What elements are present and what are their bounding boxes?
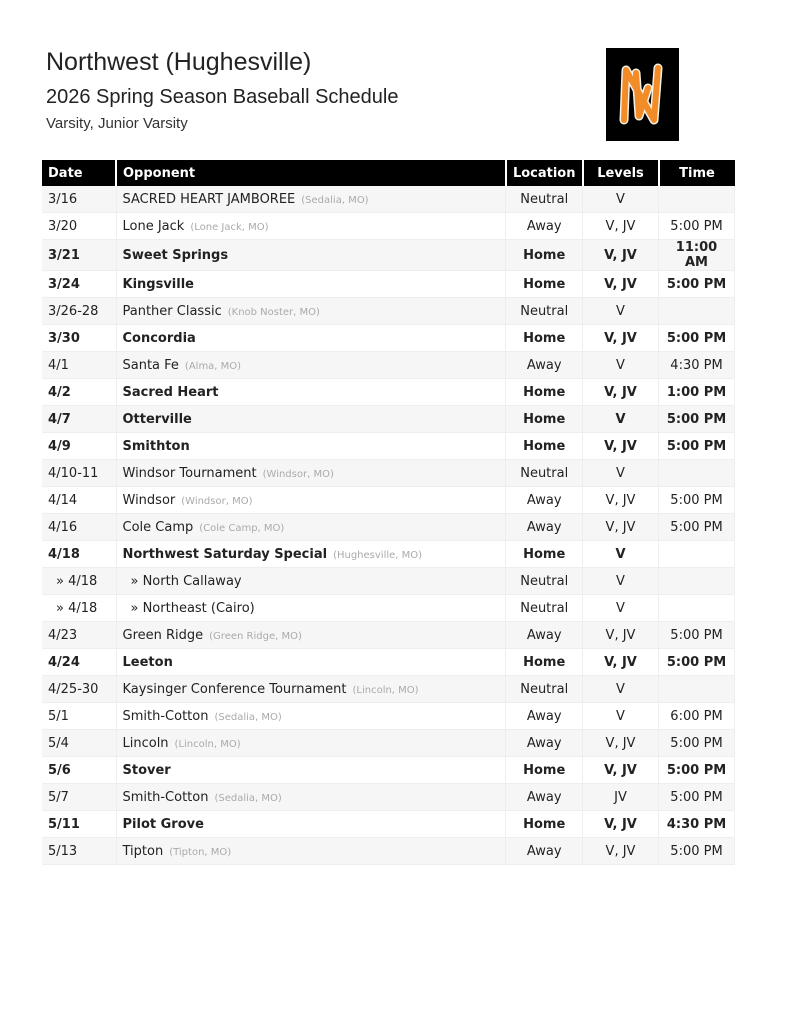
- opponent-city: (Windsor, MO): [262, 468, 334, 480]
- time-cell: 5:00 PM: [659, 622, 735, 649]
- date-cell: 3/21: [42, 240, 116, 271]
- levels-cell: V: [583, 186, 659, 213]
- opponent-city: (Lone Jack, MO): [190, 221, 269, 233]
- levels-cell: V, JV: [583, 487, 659, 514]
- levels-cell: V, JV: [583, 379, 659, 406]
- levels-cell: V: [583, 460, 659, 487]
- time-cell: 11:00 AM: [659, 240, 735, 271]
- table-row: [42, 811, 735, 838]
- opponent-cell: [116, 240, 506, 271]
- table-row: [42, 730, 735, 757]
- table-row: [42, 406, 735, 433]
- season-title: 2026 Spring Season Baseball Schedule: [46, 86, 399, 108]
- opponent-city: (Sedalia, MO): [214, 711, 282, 723]
- opponent-name: Smith-Cotton: [122, 789, 209, 805]
- date-cell: 4/23: [42, 622, 116, 649]
- header-levels: Levels: [583, 160, 659, 186]
- opponent-name: Stover: [122, 762, 171, 778]
- opponent-cell: [116, 460, 506, 487]
- opponent-name: Lincoln: [122, 735, 169, 751]
- time-cell: [659, 541, 735, 568]
- opponent-name: Smithton: [122, 438, 190, 454]
- table-row: [42, 838, 735, 865]
- opponent-name: Sacred Heart: [122, 384, 219, 400]
- opponent-cell: [116, 811, 506, 838]
- time-cell: 5:00 PM: [659, 433, 735, 460]
- date-cell: 4/25-30: [42, 676, 116, 703]
- time-cell: 5:00 PM: [659, 730, 735, 757]
- time-cell: 5:00 PM: [659, 757, 735, 784]
- opponent-name: Leeton: [122, 654, 173, 670]
- opponent-city: (Sedalia, MO): [214, 792, 282, 804]
- location-cell: Neutral: [506, 676, 583, 703]
- opponent-name: Northwest Saturday Special: [122, 546, 328, 562]
- location-cell: Home: [506, 271, 583, 298]
- levels-subtitle: Varsity, Junior Varsity: [46, 115, 188, 132]
- table-row: [42, 352, 735, 379]
- date-cell: 4/7: [42, 406, 116, 433]
- date-cell: » 4/18: [42, 568, 116, 595]
- levels-cell: V: [583, 703, 659, 730]
- table-row: [42, 433, 735, 460]
- table-row: [42, 622, 735, 649]
- levels-cell: V, JV: [583, 240, 659, 271]
- opponent-name: Santa Fe: [122, 357, 179, 373]
- levels-cell: V: [583, 676, 659, 703]
- location-cell: Away: [506, 784, 583, 811]
- time-cell: [659, 568, 735, 595]
- location-cell: Neutral: [506, 595, 583, 622]
- opponent-city: (Windsor, MO): [181, 495, 253, 507]
- table-row: [42, 460, 735, 487]
- opponent-cell: [116, 298, 506, 325]
- opponent-cell: [116, 676, 506, 703]
- time-cell: 5:00 PM: [659, 271, 735, 298]
- time-cell: 5:00 PM: [659, 784, 735, 811]
- location-cell: Away: [506, 622, 583, 649]
- location-cell: Neutral: [506, 298, 583, 325]
- location-cell: Away: [506, 487, 583, 514]
- school-title: Northwest (Hughesville): [46, 48, 312, 76]
- opponent-name: » North Callaway: [130, 573, 242, 589]
- opponent-cell: [116, 568, 506, 595]
- location-cell: Away: [506, 730, 583, 757]
- time-cell: 5:00 PM: [659, 213, 735, 240]
- opponent-cell: [116, 433, 506, 460]
- header-location: Location: [506, 160, 583, 186]
- opponent-cell: [116, 514, 506, 541]
- date-cell: 4/16: [42, 514, 116, 541]
- opponent-name: Otterville: [122, 411, 192, 427]
- time-cell: 5:00 PM: [659, 406, 735, 433]
- opponent-name: Green Ridge: [122, 627, 204, 643]
- opponent-name: » Northeast (Cairo): [130, 600, 255, 616]
- table-row: [42, 784, 735, 811]
- date-cell: 4/1: [42, 352, 116, 379]
- time-cell: 5:00 PM: [659, 838, 735, 865]
- opponent-cell: [116, 784, 506, 811]
- levels-cell: V, JV: [583, 271, 659, 298]
- time-cell: [659, 595, 735, 622]
- opponent-name: Tipton: [122, 843, 164, 859]
- opponent-name: Smith-Cotton: [122, 708, 209, 724]
- opponent-city: (Knob Noster, MO): [227, 306, 320, 318]
- table-row: [42, 595, 735, 622]
- opponent-cell: [116, 649, 506, 676]
- opponent-name: Panther Classic: [122, 303, 222, 319]
- location-cell: Away: [506, 514, 583, 541]
- header-opponent: Opponent: [116, 160, 506, 186]
- levels-cell: V, JV: [583, 838, 659, 865]
- time-cell: [659, 186, 735, 213]
- time-cell: 1:00 PM: [659, 379, 735, 406]
- time-cell: [659, 460, 735, 487]
- opponent-city: (Cole Camp, MO): [199, 522, 285, 534]
- opponent-cell: [116, 838, 506, 865]
- opponent-cell: [116, 703, 506, 730]
- header-date: Date: [42, 160, 116, 186]
- opponent-cell: [116, 325, 506, 352]
- table-row: [42, 757, 735, 784]
- opponent-name: Concordia: [122, 330, 196, 346]
- date-cell: 4/10-11: [42, 460, 116, 487]
- table-row: [42, 541, 735, 568]
- date-cell: 5/1: [42, 703, 116, 730]
- time-cell: 5:00 PM: [659, 325, 735, 352]
- date-cell: 4/18: [42, 541, 116, 568]
- opponent-name: Cole Camp: [122, 519, 194, 535]
- location-cell: Away: [506, 213, 583, 240]
- date-cell: 5/6: [42, 757, 116, 784]
- opponent-name: Kaysinger Conference Tournament: [122, 681, 347, 697]
- time-cell: 4:30 PM: [659, 811, 735, 838]
- time-cell: 4:30 PM: [659, 352, 735, 379]
- location-cell: Neutral: [506, 186, 583, 213]
- time-cell: [659, 676, 735, 703]
- location-cell: Away: [506, 838, 583, 865]
- date-cell: 5/4: [42, 730, 116, 757]
- opponent-name: Sweet Springs: [122, 247, 229, 263]
- table-row: [42, 186, 735, 213]
- location-cell: Home: [506, 379, 583, 406]
- opponent-name: Windsor Tournament: [122, 465, 257, 481]
- levels-cell: V, JV: [583, 757, 659, 784]
- opponent-name: Windsor: [122, 492, 176, 508]
- table-row: [42, 325, 735, 352]
- date-cell: 4/24: [42, 649, 116, 676]
- opponent-city: (Sedalia, MO): [301, 194, 369, 206]
- date-cell: 3/16: [42, 186, 116, 213]
- location-cell: Home: [506, 406, 583, 433]
- opponent-cell: [116, 271, 506, 298]
- date-cell: 3/26-28: [42, 298, 116, 325]
- opponent-cell: [116, 379, 506, 406]
- header-time: Time: [659, 160, 735, 186]
- levels-cell: V, JV: [583, 811, 659, 838]
- date-cell: 3/24: [42, 271, 116, 298]
- opponent-city: (Green Ridge, MO): [209, 630, 302, 642]
- opponent-cell: [116, 541, 506, 568]
- opponent-cell: [116, 730, 506, 757]
- levels-cell: V: [583, 352, 659, 379]
- time-cell: 5:00 PM: [659, 649, 735, 676]
- location-cell: Neutral: [506, 460, 583, 487]
- opponent-cell: [116, 406, 506, 433]
- opponent-name: Kingsville: [122, 276, 194, 292]
- opponent-cell: [116, 757, 506, 784]
- levels-cell: V, JV: [583, 514, 659, 541]
- location-cell: Home: [506, 240, 583, 271]
- location-cell: Home: [506, 649, 583, 676]
- levels-cell: V: [583, 541, 659, 568]
- levels-cell: V, JV: [583, 730, 659, 757]
- opponent-city: (Lincoln, MO): [352, 684, 419, 696]
- opponent-cell: [116, 352, 506, 379]
- schedule-table: [42, 160, 735, 865]
- opponent-city: (Tipton, MO): [169, 846, 232, 858]
- date-cell: 5/7: [42, 784, 116, 811]
- date-cell: » 4/18: [42, 595, 116, 622]
- opponent-cell: [116, 186, 506, 213]
- table-row: [42, 676, 735, 703]
- school-logo: [606, 48, 679, 141]
- levels-cell: JV: [583, 784, 659, 811]
- table-row: [42, 649, 735, 676]
- levels-cell: V, JV: [583, 622, 659, 649]
- date-cell: 3/20: [42, 213, 116, 240]
- location-cell: Away: [506, 703, 583, 730]
- location-cell: Home: [506, 433, 583, 460]
- opponent-city: (Hughesville, MO): [333, 549, 423, 561]
- table-row: [42, 271, 735, 298]
- table-row: [42, 487, 735, 514]
- opponent-name: Lone Jack: [122, 218, 185, 234]
- table-row: [42, 568, 735, 595]
- opponent-name: SACRED HEART JAMBOREE: [122, 191, 296, 207]
- time-cell: 5:00 PM: [659, 514, 735, 541]
- levels-cell: V: [583, 568, 659, 595]
- opponent-cell: [116, 595, 506, 622]
- levels-cell: V: [583, 595, 659, 622]
- table-row: [42, 240, 735, 271]
- location-cell: Home: [506, 811, 583, 838]
- opponent-cell: [116, 487, 506, 514]
- table-row: [42, 298, 735, 325]
- levels-cell: V, JV: [583, 649, 659, 676]
- location-cell: Home: [506, 541, 583, 568]
- table-row: [42, 213, 735, 240]
- time-cell: 6:00 PM: [659, 703, 735, 730]
- date-cell: 4/2: [42, 379, 116, 406]
- location-cell: Home: [506, 757, 583, 784]
- opponent-name: Pilot Grove: [122, 816, 204, 832]
- location-cell: Neutral: [506, 568, 583, 595]
- date-cell: 4/14: [42, 487, 116, 514]
- table-row: [42, 514, 735, 541]
- location-cell: Home: [506, 325, 583, 352]
- date-cell: 5/11: [42, 811, 116, 838]
- levels-cell: V, JV: [583, 433, 659, 460]
- levels-cell: V, JV: [583, 213, 659, 240]
- table-row: [42, 703, 735, 730]
- levels-cell: V, JV: [583, 325, 659, 352]
- opponent-city: (Alma, MO): [184, 360, 242, 372]
- opponent-cell: [116, 213, 506, 240]
- table-row: [42, 379, 735, 406]
- location-cell: Away: [506, 352, 583, 379]
- opponent-cell: [116, 622, 506, 649]
- date-cell: 5/13: [42, 838, 116, 865]
- time-cell: [659, 298, 735, 325]
- date-cell: 3/30: [42, 325, 116, 352]
- levels-cell: V: [583, 298, 659, 325]
- opponent-city: (Lincoln, MO): [174, 738, 241, 750]
- time-cell: 5:00 PM: [659, 487, 735, 514]
- date-cell: 4/9: [42, 433, 116, 460]
- levels-cell: V: [583, 406, 659, 433]
